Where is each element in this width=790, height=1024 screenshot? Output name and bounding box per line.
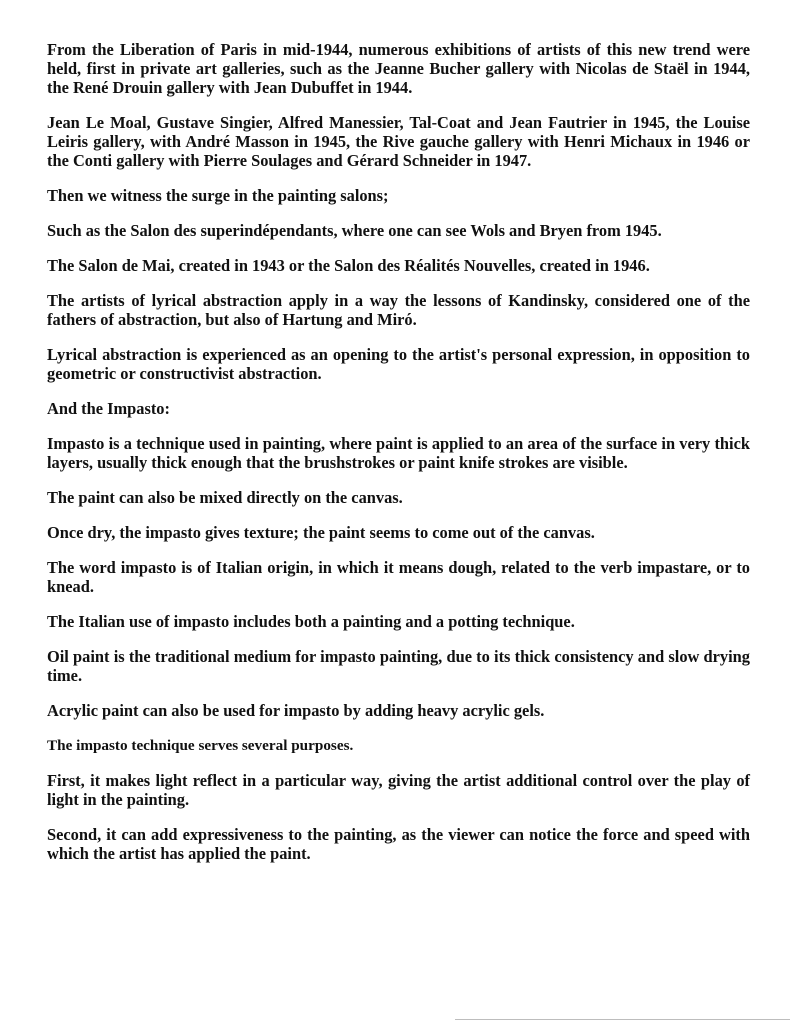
paragraph-impasto-heading: And the Impasto: <box>47 399 170 418</box>
paragraph-salon-de-mai: The Salon de Mai, created in 1943 or the Salon des Réalités Nouvelles, created in 1946. <box>47 256 650 275</box>
paragraph-purposes: The impasto technique serves several purposes. <box>47 737 354 754</box>
paragraph-painting-salons: Then we witness the surge in the painting salons; <box>47 186 389 205</box>
paragraph-salon-superindependants: Such as the Salon des superindépendants, where one can see Wols and Bryen from 1945. <box>47 221 662 240</box>
paragraph-galleries-1945-1947: Jean Le Moal, Gustave Singier, Alfred Manessier, Tal-Coat and Jean Fautrier in 1945, the Louise Leiris gallery, with André Masson in 1945, the Rive gauche gallery with Henri Michaux in 1946 or the Conti gallery with Pierre Soulages and Gérard Schneider in 1947. <box>47 113 750 170</box>
bottom-edge-line <box>455 1019 790 1020</box>
paragraph-light-reflect: First, it makes light reflect in a particular way, giving the artist additional control over the play of light in the painting. <box>47 771 750 809</box>
paragraph-liberation-exhibitions: From the Liberation of Paris in mid-1944, numerous exhibitions of artists of this new trend were held, first in private art galleries, such as the Jeanne Bucher gallery with Nicolas de Staël in 1944, the René Drouin gallery with Jean Dubuffet in 1944. <box>47 40 750 97</box>
paragraph-impasto-definition: Impasto is a technique used in painting, where paint is applied to an area of the surface in very thick layers, usually thick enough that the brushstrokes or paint knife strokes are visible. <box>47 434 750 472</box>
paragraph-word-origin: The word impasto is of Italian origin, in which it means dough, related to the verb impastare, or to knead. <box>47 558 750 596</box>
paragraph-kandinsky-lessons: The artists of lyrical abstraction apply in a way the lessons of Kandinsky, considered one of the fathers of abstraction, but also of Hartung and Miró. <box>47 291 750 329</box>
paragraph-lyrical-abstraction: Lyrical abstraction is experienced as an opening to the artist's personal expression, in opposition to geometric or constructivist abstraction. <box>47 345 750 383</box>
paragraph-acrylic-paint: Acrylic paint can also be used for impasto by adding heavy acrylic gels. <box>47 701 545 720</box>
paragraph-mixed-on-canvas: The paint can also be mixed directly on the canvas. <box>47 488 403 507</box>
document-page <box>47 40 750 879</box>
paragraph-italian-use: The Italian use of impasto includes both a painting and a potting technique. <box>47 612 575 631</box>
paragraph-expressiveness: Second, it can add expressiveness to the painting, as the viewer can notice the force and speed with which the artist has applied the paint. <box>47 825 750 863</box>
paragraph-texture: Once dry, the impasto gives texture; the paint seems to come out of the canvas. <box>47 523 595 542</box>
paragraph-oil-paint: Oil paint is the traditional medium for impasto painting, due to its thick consistency and slow drying time. <box>47 647 750 685</box>
